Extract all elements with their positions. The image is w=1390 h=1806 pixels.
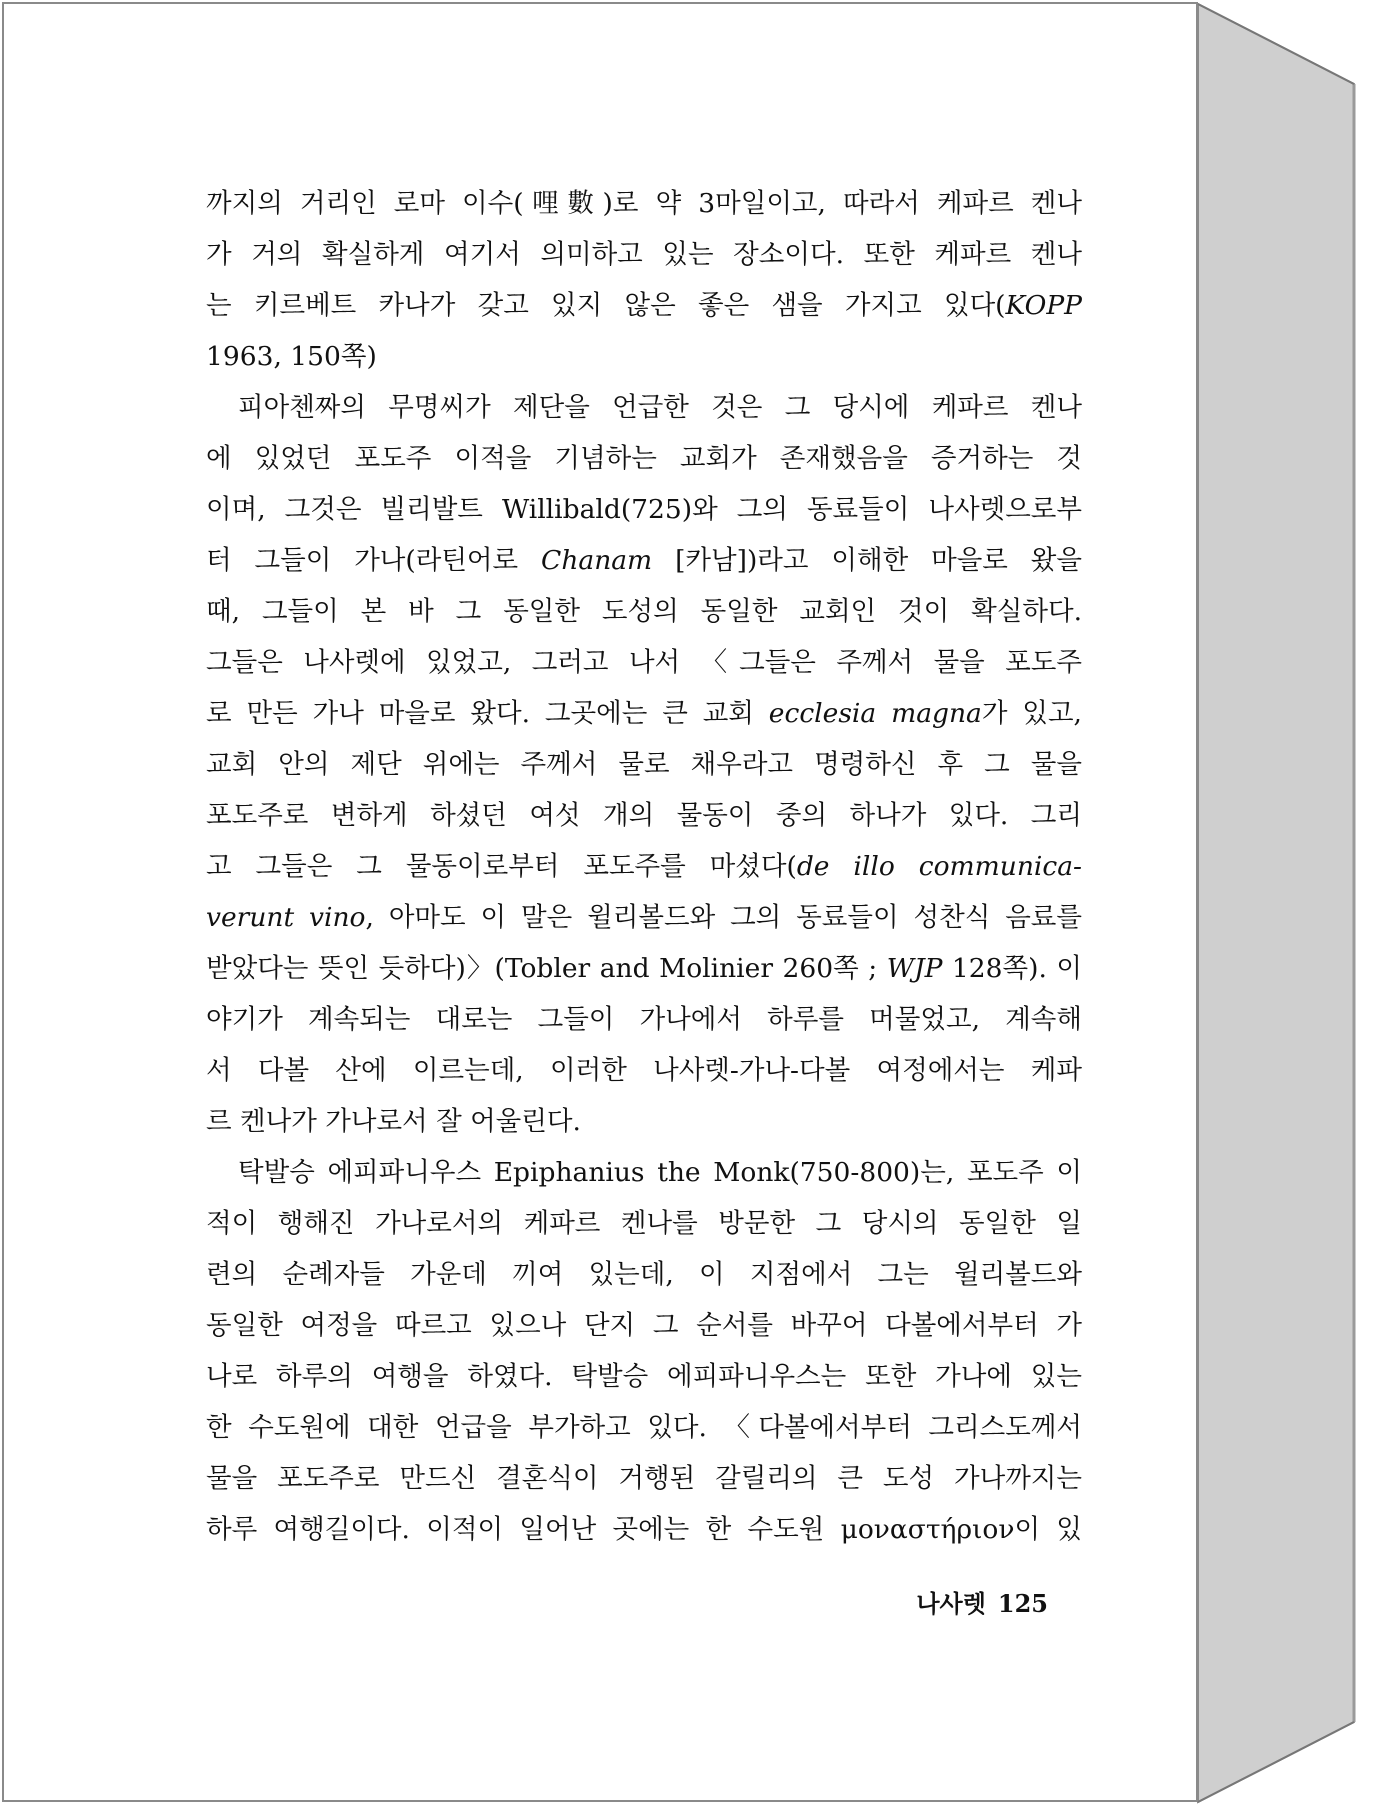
- text-line: [206, 1198, 1082, 1249]
- text-line: [206, 484, 1082, 535]
- text-line-content: 서 다볼 산에 이르는데, 이러한 나사렛-가나-다볼 여정에서는 케파: [206, 1055, 1082, 1086]
- text-line-content: 물을 포도주로 만드신 결혼식이 거행된 갈릴리의 큰 도성 가나까지는: [206, 1463, 1082, 1494]
- italic-term: KOPP: [1005, 290, 1082, 321]
- book-page: [2, 2, 1198, 1802]
- text-line: [206, 331, 1082, 382]
- text-line-content: 하루 여행길이다. 이적이 일어난 곳에는 한 수도원 μοναστήριον이 있: [206, 1514, 1082, 1545]
- text-line: [206, 1096, 1082, 1147]
- italic-term: Chanam: [541, 545, 653, 576]
- text-line-content: 르 켄나가 가나로서 잘 어울린다.: [206, 1106, 581, 1137]
- text-segment: [카남])라고 이해한 마을로 왔을: [652, 545, 1082, 576]
- text-line: [206, 790, 1082, 841]
- text-line-content: 동일한 여정을 따르고 있으나 단지 그 순서를 바꾸어 다볼에서부터 가: [206, 1310, 1082, 1341]
- text-line-content: 탁발승 에피파니우스 Epiphanius the Monk(750-800)는, 포도주 이: [238, 1157, 1082, 1188]
- text-line-content: 때, 그들이 본 바 그 동일한 도성의 동일한 교회인 것이 확실하다.: [206, 596, 1082, 627]
- text-line-content: 나로 하루의 여행을 하였다. 탁발승 에피파니우스는 또한 가나에 있는: [206, 1361, 1082, 1392]
- text-segment: 는 키르베트 카나가 갖고 있지 않은 좋은 샘을 가지고 있다(: [206, 290, 1006, 321]
- text-line: [206, 586, 1082, 637]
- italic-term: verunt vino: [206, 902, 366, 933]
- text-line-content: 가 거의 확실하게 여기서 의미하고 있는 장소이다. 또한 케파르 켄나: [206, 239, 1082, 270]
- text-line: [206, 994, 1082, 1045]
- text-line-content: 이며, 그것은 빌리발트 Willibald(725)와 그의 동료들이 나사렛으로부: [206, 494, 1082, 525]
- text-line: [206, 229, 1082, 280]
- page-number: 125: [997, 1589, 1048, 1618]
- text-line-content: 교회 안의 제단 위에는 주께서 물로 채우라고 명령하신 후 그 물을: [206, 749, 1082, 780]
- text-line: [206, 178, 1082, 229]
- text-line: [206, 280, 1082, 331]
- text-line-content: 까지의 거리인 로마 이수(哩數)로 약 3마일이고, 따라서 케파르 켄나: [206, 188, 1082, 219]
- text-segment: 받았다는 뜻인 듯하다)〉(Tobler and Molinier 260쪽 ;: [206, 953, 887, 984]
- text-line-content: 피아첸짜의 무명씨가 제단을 언급한 것은 그 당시에 케파르 켄나: [238, 392, 1082, 423]
- text-line: [206, 1453, 1082, 1504]
- text-line: [206, 841, 1082, 892]
- text-line-content: 1963, 150쪽): [206, 341, 377, 372]
- text-line-content: 적이 행해진 가나로서의 케파르 켄나를 방문한 그 당시의 동일한 일: [206, 1208, 1082, 1239]
- text-line: [206, 943, 1082, 994]
- text-line-content: 련의 순례자들 가운데 끼여 있는데, 이 지점에서 그는 윌리볼드와: [206, 1259, 1082, 1290]
- text-line-content: 에 있었던 포도주 이적을 기념하는 교회가 존재했음을 증거하는 것: [206, 443, 1082, 474]
- text-line: [206, 535, 1082, 586]
- text-segment: 로 만든 가나 마을로 왔다. 그곳에는 큰 교회: [206, 698, 769, 729]
- text-line: [206, 892, 1082, 943]
- text-line: [206, 739, 1082, 790]
- text-line: [206, 688, 1082, 739]
- text-line-content: 야기가 계속되는 대로는 그들이 가나에서 하루를 머물었고, 계속해: [206, 1004, 1082, 1035]
- body-text: [206, 178, 1082, 1555]
- text-segment: 터 그들이 가나(라틴어로: [206, 545, 542, 576]
- text-line: [206, 1351, 1082, 1402]
- text-segment: 128쪽). 이: [942, 953, 1083, 984]
- text-line: [206, 433, 1082, 484]
- text-segment: 가 있고,: [981, 698, 1082, 729]
- italic-term: ecclesia magna: [768, 698, 982, 729]
- text-line-content: 그들은 나사렛에 있었고, 그러고 나서 〈그들은 주께서 물을 포도주: [206, 647, 1082, 678]
- text-line: [206, 1504, 1082, 1555]
- text-segment: 고 그들은 그 물동이로부터 포도주를 마셨다(: [206, 851, 797, 882]
- text-line: [206, 1045, 1082, 1096]
- text-line: [206, 637, 1082, 688]
- page-footer: [4, 1584, 1048, 1619]
- text-line: [206, 1249, 1082, 1300]
- text-line-content: 한 수도원에 대한 언급을 부가하고 있다. 〈다볼에서부터 그리스도께서: [206, 1412, 1082, 1443]
- text-line: [206, 1147, 1082, 1198]
- italic-term: WJP: [886, 953, 943, 984]
- text-line: [206, 1300, 1082, 1351]
- running-head: 나사렛: [916, 1589, 986, 1618]
- text-line-content: 포도주로 변하게 하셨던 여섯 개의 물동이 중의 하나가 있다. 그리: [206, 800, 1082, 831]
- text-line: [206, 382, 1082, 433]
- text-line: [206, 1402, 1082, 1453]
- italic-term: de illo communica-: [796, 851, 1082, 882]
- text-segment: , 아마도 이 말은 윌리볼드와 그의 동료들이 성찬식 음료를: [365, 902, 1083, 933]
